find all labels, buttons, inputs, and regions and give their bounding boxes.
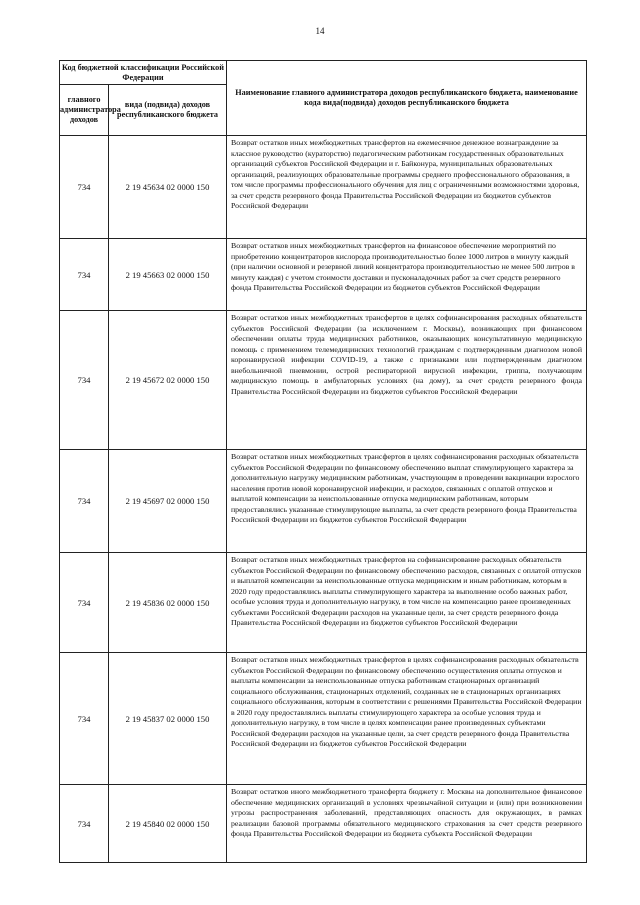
description-cell: Возврат остатков иного межбюджетного трансферта бюджету г. Москвы на дополнительное финансовое обеспечение медицинских организаций в условиях чрезвычайной ситуации и (или) при возникновении угрозы распространения заболеваний, представляющих опасность для окружающих, в рамках реализации базовой программы обязательного медицинского страхования за счет средств резервного фонда Правительства Российской Федерации из бюджета субъекта Российской Федерации <box>227 785 587 863</box>
kind-code-header: вида (подвида) доходов республиканского бюджета <box>109 85 227 136</box>
kbk-code-cell: 2 19 45836 02 0000 150 <box>109 553 227 653</box>
table-row <box>60 785 587 863</box>
description-cell: Возврат остатков иных межбюджетных трансфертов в целях софинансирования расходных обязательств субъектов Российской Федерации (за исключением г. Москвы), возникающих при финансовом обеспечении оплаты труда медицинских работников, оказывающих консультативную медицинскую помощь с применением телемедицинских технологий гражданам с подтвержденным диагнозом новой коронавирусной инфекции COVID-19, а также с признаками или подтвержденным диагнозом внебольничной пневмонии, острой респираторной вирусной инфекции, гриппа, получающим медицинскую помощь в амбулаторных условиях (на дому), за счет средств резервного фонда Правительства Российской Федерации из бюджетов субъектов Российской Федерации <box>227 311 587 450</box>
table-row <box>60 239 587 311</box>
kbk-code-cell: 2 19 45840 02 0000 150 <box>109 785 227 863</box>
table-row <box>60 450 587 553</box>
admin-code-header: главного администратора доходов <box>60 85 109 136</box>
table-row <box>60 553 587 653</box>
admin-code-cell: 734 <box>60 653 109 785</box>
table-row <box>60 653 587 785</box>
admin-code-cell: 734 <box>60 136 109 239</box>
kbk-code-cell: 2 19 45634 02 0000 150 <box>109 136 227 239</box>
admin-code-cell: 734 <box>60 553 109 653</box>
kbk-code-cell: 2 19 45697 02 0000 150 <box>109 450 227 553</box>
description-cell: Возврат остатков иных межбюджетных трансфертов на финансовое обеспечение мероприятий по приобретению концентраторов кислорода производительностью более 1000 литров в минуту каждый (при наличии основной и резервной линий концентратора производительностью не менее 500 литров в минуту каждая) с учетом стоимости доставки и пусконаладочных работ за счет средств резервного фонда Правительства Российской Федерации из бюджетов субъектов Российской Федерации <box>227 239 587 311</box>
kbk-code-cell: 2 19 45663 02 0000 150 <box>109 239 227 311</box>
description-cell: Возврат остатков иных межбюджетных трансфертов на софинансирование расходных обязательств субъектов Российской Федерации по финансовому обеспечению расходов, связанных с оплатой отпусков и выплатой компенсации за неиспользованные отпуска медицинским и иным работникам, которым в 2020 году предоставлялись выплаты стимулирующего характера за выполнение особо важных работ, особые условия труда и дополнительную нагрузку, в том числе на компенсацию ранее произведенных субъектами Российской Федерации расходов на указанные цели, за счет средств резервного фонда Правительства Российской Федерации из бюджетов субъектов Российской Федерации <box>227 553 587 653</box>
description-cell: Возврат остатков иных межбюджетных трансфертов на ежемесячное денежное вознаграждение за классное руководство (кураторство) педагогическим работникам государственных образовательных организаций субъектов Российской Федерации и г. Байконура, муниципальных образовательных организаций, реализующих образовательные программы среднего профессионального образования, в том числе программы профессионального обучения для лиц с ограниченными возможностями здоровья, за счет средств резервного фонда Правительства Российской Федерации из бюджетов субъектов Российской Федерации <box>227 136 587 239</box>
admin-code-cell: 734 <box>60 239 109 311</box>
admin-code-cell: 734 <box>60 785 109 863</box>
table-row <box>60 136 587 239</box>
admin-code-cell: 734 <box>60 311 109 450</box>
table-row <box>60 311 587 450</box>
name-header: Наименование главного администратора доходов республиканского бюджета, наименование кода вида(подвида) доходов республиканского бюджета <box>227 61 587 136</box>
description-cell: Возврат остатков иных межбюджетных трансфертов в целях софинансирования расходных обязательств субъектов Российской Федерации по финансовому обеспечению осуществления оплаты отпусков и выплаты компенсации за неиспользованные отпуска работникам стационарных организаций социального обслуживания, стационарных отделений, созданных не в стационарных организациях социального обслуживания, которым в соответствии с решениями Правительства Российской Федерации в 2020 году предоставлялись выплаты стимулирующего характера за особые условия труда и дополнительную нагрузку, в том числе в целях компенсации ранее произведенных субъектами Российской Федерации расходов на указанные цели, за счет средств резервного фонда Правительства Российской Федерации из бюджетов субъектов Российской Федерации <box>227 653 587 785</box>
kbk-code-cell: 2 19 45837 02 0000 150 <box>109 653 227 785</box>
revenue-codes-table <box>59 60 587 863</box>
description-cell: Возврат остатков иных межбюджетных трансфертов в целях софинансирования расходных обязательств субъектов Российской Федерации по финансовому обеспечению выплат стимулирующего характера за дополнительную нагрузку медицинским работникам, участвующим в проведении вакцинации взрослого населения против новой коронавирусной инфекции, и расходов, связанных с оплатой отпусков и выплатой компенсации за неиспользованные отпуска медицинским работникам, которым предоставлялись указанные стимулирующие выплаты, за счет средств резервного фонда Правительства Российской Федерации из бюджетов субъектов Российской Федерации <box>227 450 587 553</box>
admin-code-cell: 734 <box>60 450 109 553</box>
kbk-code-cell: 2 19 45672 02 0000 150 <box>109 311 227 450</box>
page-number: 14 <box>315 26 325 36</box>
kbk-header: Код бюджетной классификации Российской Федерации <box>60 61 227 85</box>
